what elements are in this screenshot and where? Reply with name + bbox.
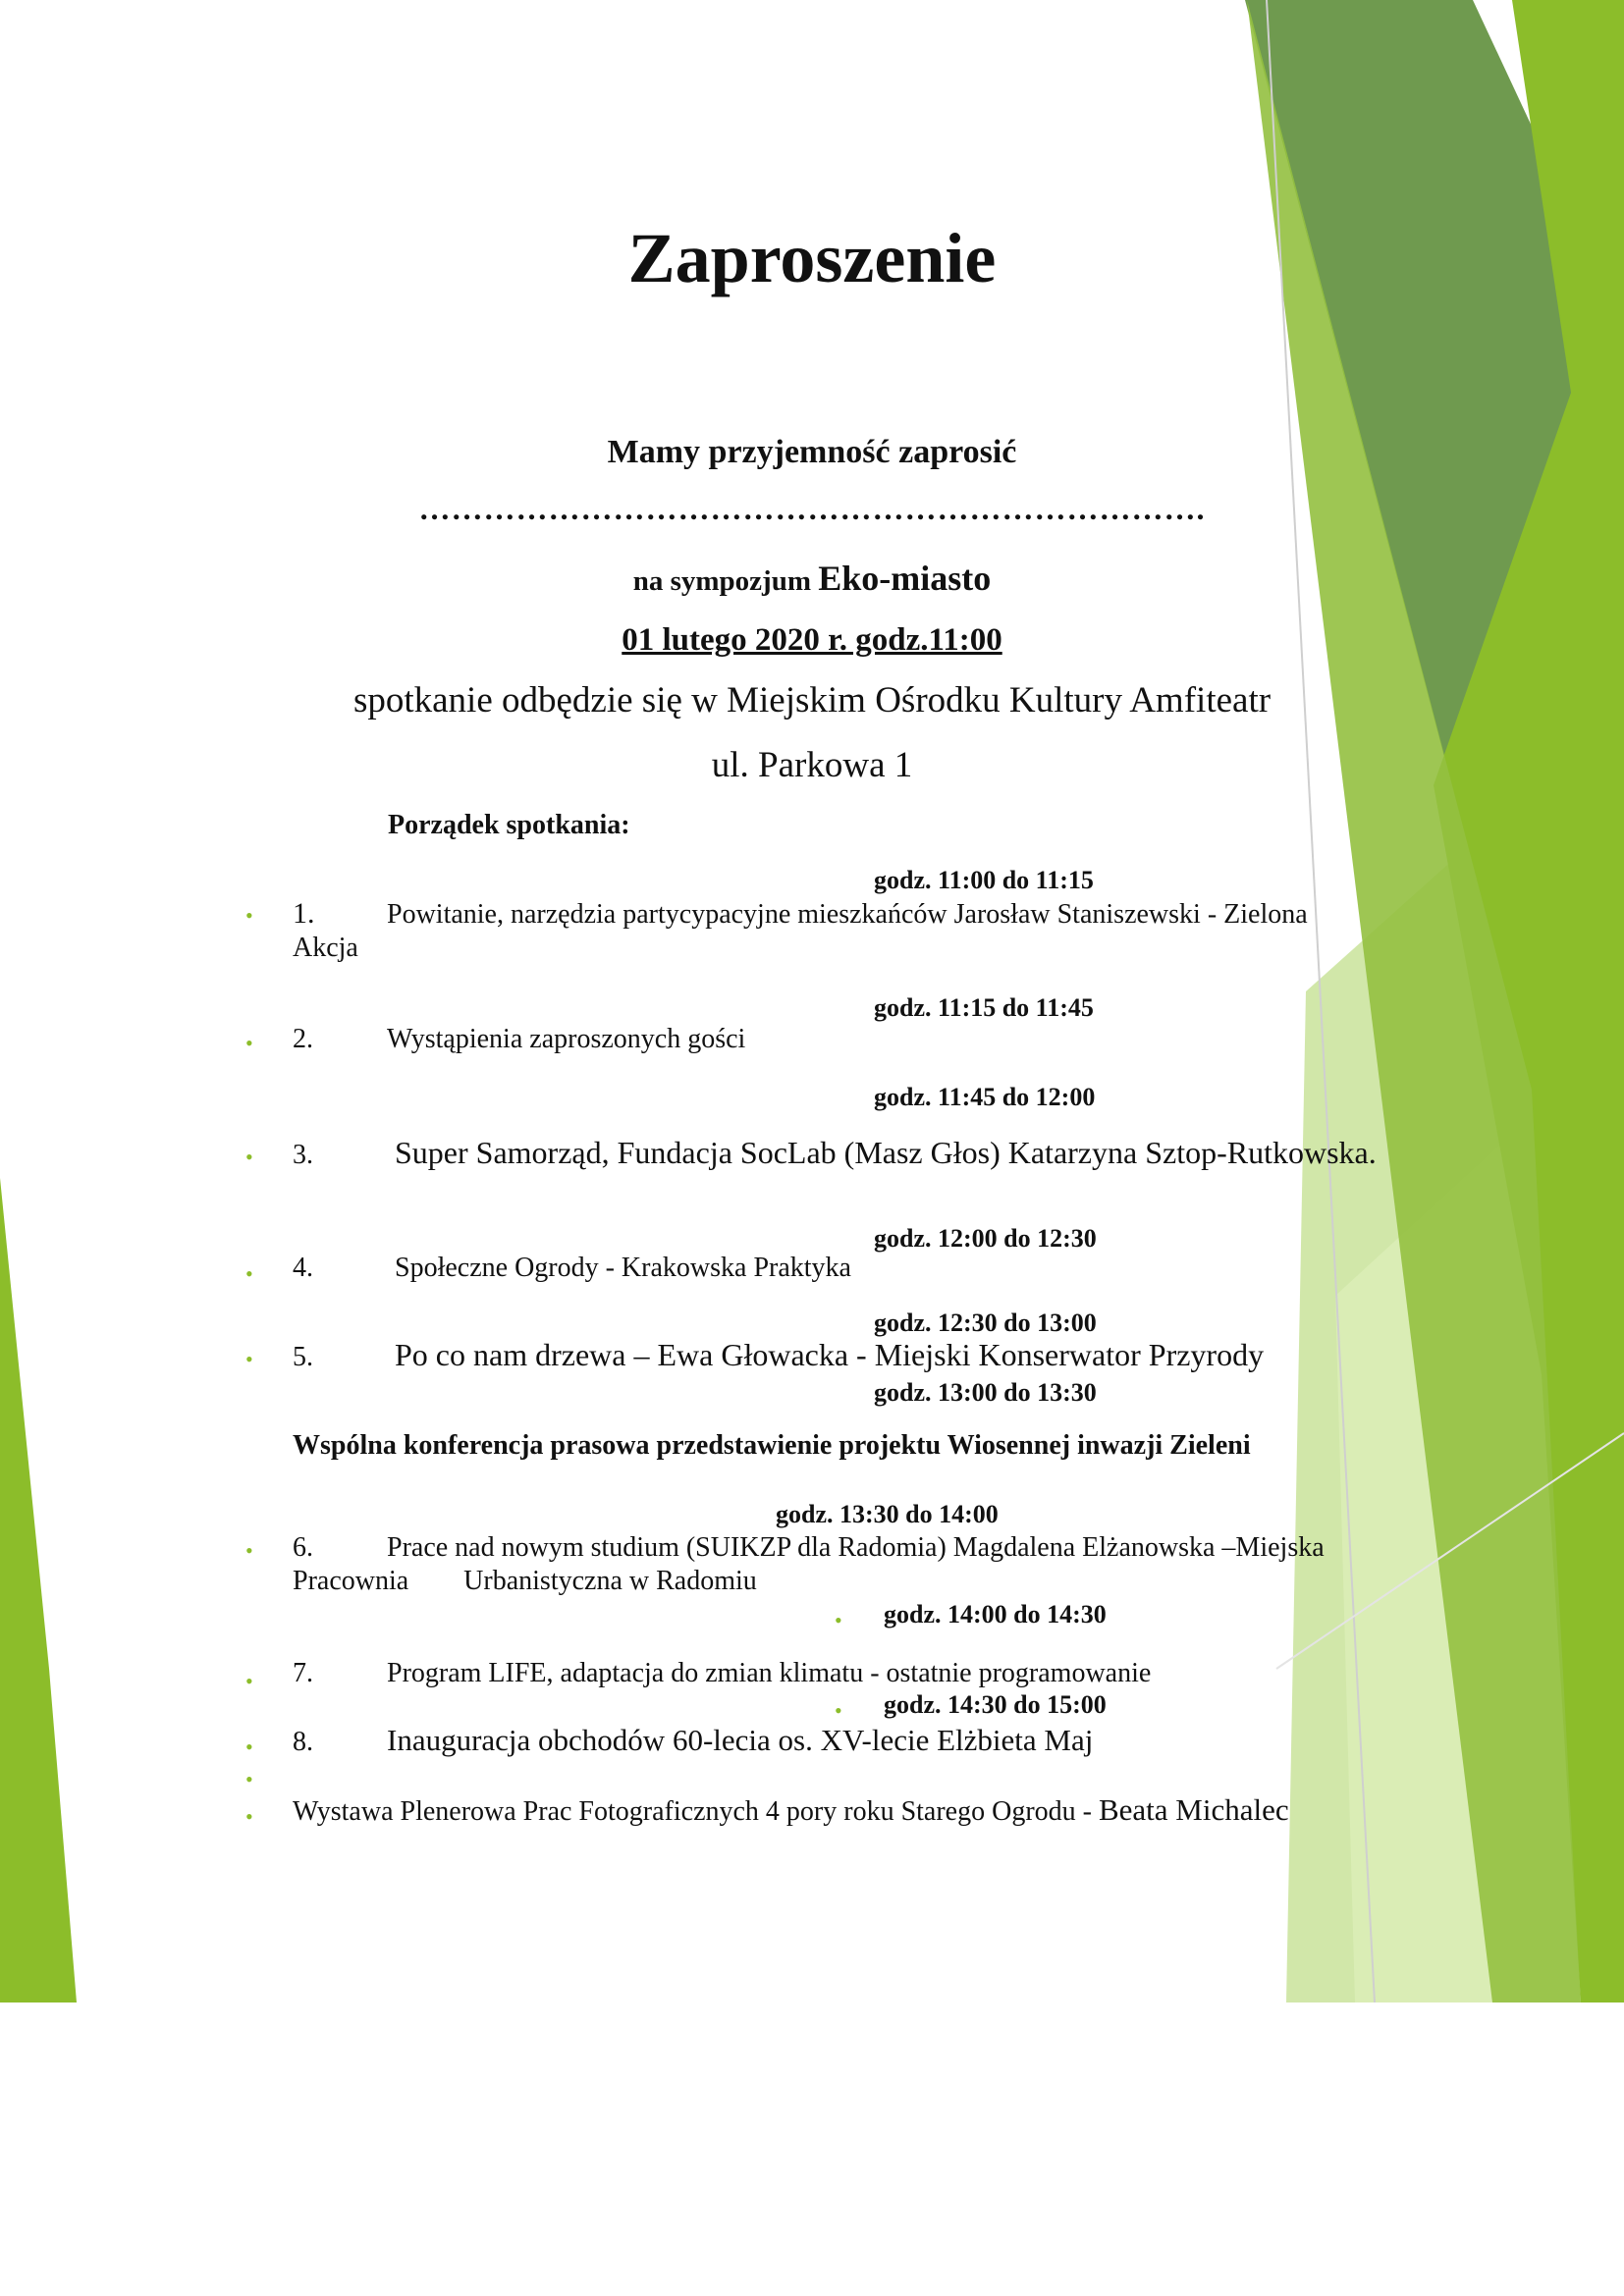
bullet-time-7: • [835,1608,842,1632]
agenda-item-7 [293,1658,1151,1689]
bullet-3: • [245,1145,253,1169]
page-title: Zaproszenie [627,219,997,297]
left-green-stripe [0,1178,77,2002]
agenda-time-7: godz. 14:00 do 14:30 [884,1600,1107,1629]
agenda-text-8: Inauguracja obchodów 60-lecia os. XV-lecie Elżbieta Maj [387,1723,1094,1757]
bullet-exhibition: • [245,1804,253,1829]
agenda-time-5: godz. 12:30 do 13:00 [874,1308,1097,1337]
bullet-1: • [245,903,253,928]
agenda-item-6 [293,1531,1325,1598]
agenda-number-3: 3. [293,1140,313,1170]
agenda-number-2: 2. [293,1024,313,1054]
agenda-item-4 [293,1253,851,1284]
exhibition-line [293,1792,1289,1828]
event-prefix: na sympozjum [632,565,811,597]
agenda-text-1: Powitanie, narzędzia partycypacyjne mieszkańców Jarosław Staniszewski - Zielona [387,899,1308,930]
agenda-text-4: Społeczne Ogrody - Krakowska Praktyka [395,1253,851,1283]
event-date: 01 lutego 2020 r. godz.11:00 [622,622,1002,658]
agenda-text-6: Prace nad nowym studium (SUIKZP dla Radomia) Magdalena Elżanowska –Miejska [387,1532,1325,1563]
bullet-time-8: • [835,1698,842,1723]
agenda-text-7: Program LIFE, adaptacja do zmian klimatu - ostatnie programowanie [387,1658,1152,1688]
agenda-number-1: 1. [293,897,315,930]
agenda-number-8: 8. [293,1727,313,1757]
agenda-number-7: 7. [293,1658,313,1688]
agenda-number-4: 4. [293,1253,313,1283]
press-conference: Wspólna konferencja prasowa przedstawienie projektu Wiosennej inwazji Zieleni [293,1430,1251,1461]
event-name: Eko-miasto [818,559,992,598]
bullet-empty: • [245,1767,253,1791]
agenda-number-5: 5. [293,1342,313,1372]
guest-name-placeholder: ………………………………………………………………. [418,491,1206,526]
event-venue: spotkanie odbędzie się w Miejskim Ośrodku Kultury Amfiteatr [352,680,1272,721]
bullet-4: • [245,1261,253,1286]
agenda-item-8 [293,1723,1093,1758]
agenda-text-3: Super Samorząd, Fundacja SocLab (Masz Głos) Katarzyna Sztop-Rutkowska. [395,1135,1377,1170]
bullet-7: • [245,1669,253,1693]
agenda-time-3: godz. 11:45 do 12:00 [874,1083,1096,1111]
agenda-text-6-cont: Pracownia Urbanistyczna w Radomiu [293,1566,757,1596]
event-street: ul. Parkowa 1 [711,745,913,785]
agenda-text-1-cont: Akcja [293,933,358,963]
agenda-text-2: Wystąpienia zaproszonych gości [387,1024,746,1054]
agenda-time-8: godz. 14:30 do 15:00 [884,1690,1107,1719]
agenda-item-3 [293,1135,1377,1171]
bullet-2: • [245,1031,253,1055]
agenda-number-6: 6. [293,1532,313,1563]
agenda-item-2 [293,1024,745,1055]
agenda-heading: Porządek spotkania: [388,810,630,840]
agenda-text-5: Po co nam drzewa – Ewa Głowacka - Miejski Konserwator Przyrody [395,1337,1265,1372]
invitation-subtitle: Mamy przyjemność zaprosić [607,434,1017,470]
bullet-6: • [245,1538,253,1563]
exhibition-text: Wystawa Plenerowa Prac Fotograficznych 4 pory roku Starego Ogrodu - [293,1796,1099,1827]
bullet-8: • [245,1735,253,1759]
agenda-time-press: godz. 13:00 do 13:30 [874,1378,1097,1407]
exhibition-author: Beata Michalec [1098,1792,1289,1827]
agenda-time-2: godz. 11:15 do 11:45 [874,993,1094,1022]
agenda-item-1 [293,897,1308,965]
bullet-5: • [245,1347,253,1371]
agenda-time-6: godz. 13:30 do 14:00 [776,1500,999,1528]
agenda-item-5 [293,1337,1264,1373]
agenda-time-4: godz. 12:00 do 12:30 [874,1224,1097,1253]
event-line [0,558,1624,599]
agenda-time-1: godz. 11:00 do 11:15 [874,866,1094,894]
